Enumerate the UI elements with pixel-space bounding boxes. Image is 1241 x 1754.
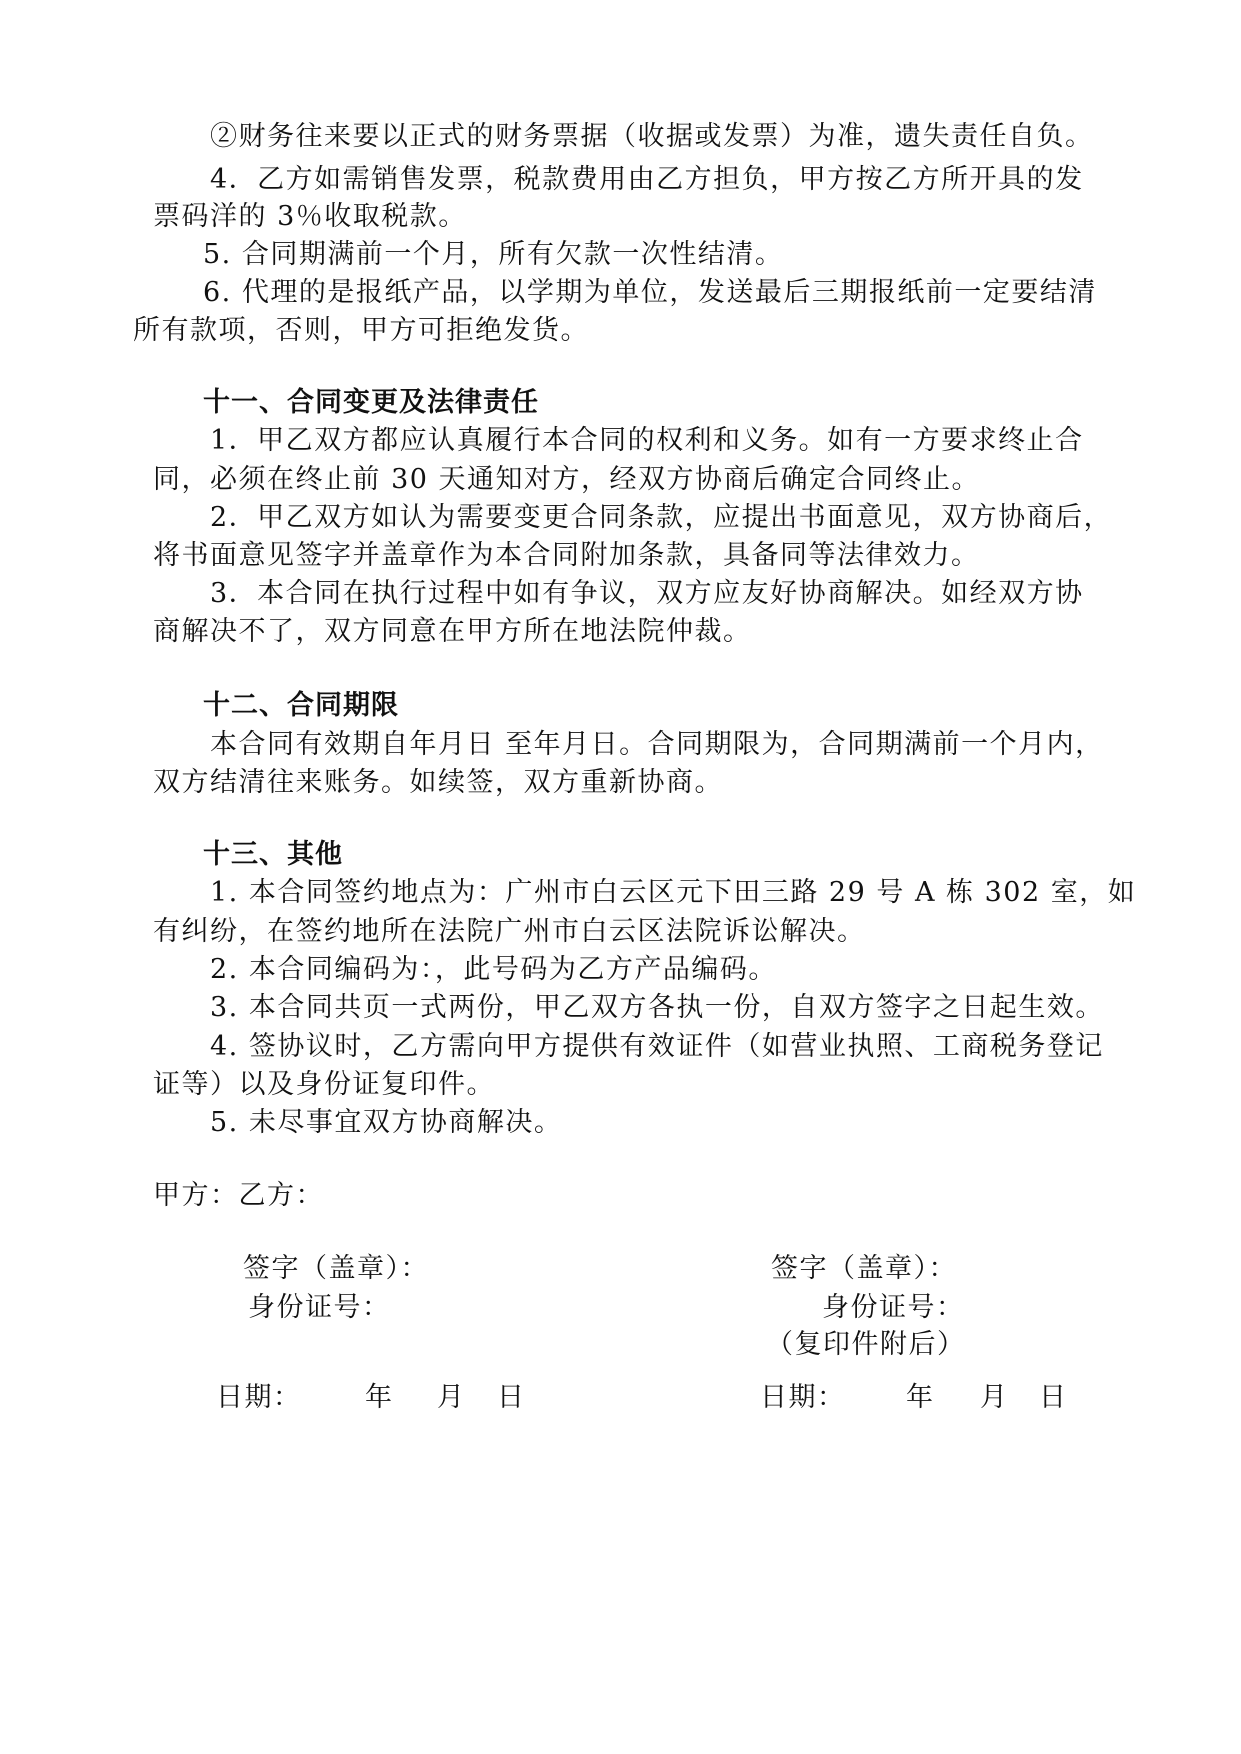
section-11-heading: 十一、合同变更及法律责任: [203, 387, 539, 418]
clause-13-4-line2: 证等）以及身份证复印件。: [153, 1069, 495, 1100]
clause-11-2-line2: 将书面意见签字并盖章作为本合同附加条款，具备同等法律效力。: [153, 540, 980, 571]
clause-10-3-2: ②财务往来要以正式的财务票据（收据或发票）为准，遗失责任自负。: [210, 121, 1094, 152]
clause-11-1-line2: 同，必须在终止前 30 天通知对方，经双方协商后确定合同终止。: [153, 464, 981, 495]
party-b-signature-label: 签字（盖章）：: [771, 1253, 957, 1284]
clause-10-4-line1: 4．乙方如需销售发票，税款费用由乙方担负，甲方按乙方所开具的发: [210, 164, 1084, 195]
party-a-month-label: 月: [437, 1382, 466, 1413]
party-a-signature-label: 签字（盖章）：: [243, 1253, 429, 1284]
clause-10-4-line2: 票码洋的 3％收取税款。: [153, 201, 467, 232]
clause-10-5: 5. 合同期满前一个月，所有欠款一次性结清。: [203, 239, 784, 270]
clause-11-1-line1: 1．甲乙双方都应认真履行本合同的权利和义务。如有一方要求终止合: [210, 425, 1084, 456]
clause-10-6-line2: 所有款项，否则，甲方可拒绝发货。: [133, 315, 589, 346]
clause-13-3: 3. 本合同共页一式两份，甲乙双方各执一份，自双方签字之日起生效。: [210, 992, 1104, 1023]
clause-13-2: 2. 本合同编码为：，此号码为乙方产品编码。: [210, 954, 777, 985]
party-a-date-label: 日期：: [216, 1382, 302, 1413]
clause-12-line2: 双方结清往来账务。如续签，双方重新协商。: [153, 767, 723, 798]
section-13-heading: 十三、其他: [203, 839, 343, 870]
clause-12-line1: 本合同有效期自年月日 至年月日。合同期限为，合同期满前一个月内，: [210, 729, 1104, 760]
clause-13-5: 5. 未尽事宜双方协商解决。: [210, 1107, 563, 1138]
party-b-year-label: 年: [906, 1382, 935, 1413]
clause-11-3-line2: 商解决不了，双方同意在甲方所在地法院仲裁。: [153, 616, 752, 647]
party-a-year-label: 年: [365, 1382, 394, 1413]
clause-13-4-line1: 4. 签协议时，乙方需向甲方提供有效证件（如营业执照、工商税务登记: [210, 1031, 1104, 1062]
party-b-day-label: 日: [1039, 1382, 1068, 1413]
party-b-id-label: 身份证号：: [822, 1292, 965, 1323]
clause-11-3-line1: 3．本合同在执行过程中如有争议，双方应友好协商解决。如经双方协: [210, 578, 1084, 609]
party-a-day-label: 日: [497, 1382, 526, 1413]
section-12-heading: 十二、合同期限: [203, 690, 399, 721]
party-a-id-label: 身份证号：: [248, 1292, 391, 1323]
party-b-copy-note: （复印件附后）: [766, 1329, 966, 1360]
parties-line: 甲方：乙方：: [153, 1180, 324, 1211]
party-b-month-label: 月: [980, 1382, 1009, 1413]
clause-10-6-line1: 6. 代理的是报纸产品，以学期为单位，发送最后三期报纸前一定要结清: [203, 277, 1097, 308]
clause-11-2-line1: 2．甲乙双方如认为需要变更合同条款，应提出书面意见，双方协商后，: [210, 502, 1113, 533]
clause-13-1-line2: 有纠纷，在签约地所在法院广州市白云区法院诉讼解决。: [153, 916, 866, 947]
clause-13-1-line1: 1. 本合同签约地点为：广州市白云区元下田三路 29 号 A 栋 302 室，如: [210, 877, 1137, 908]
party-b-date-label: 日期：: [760, 1382, 846, 1413]
